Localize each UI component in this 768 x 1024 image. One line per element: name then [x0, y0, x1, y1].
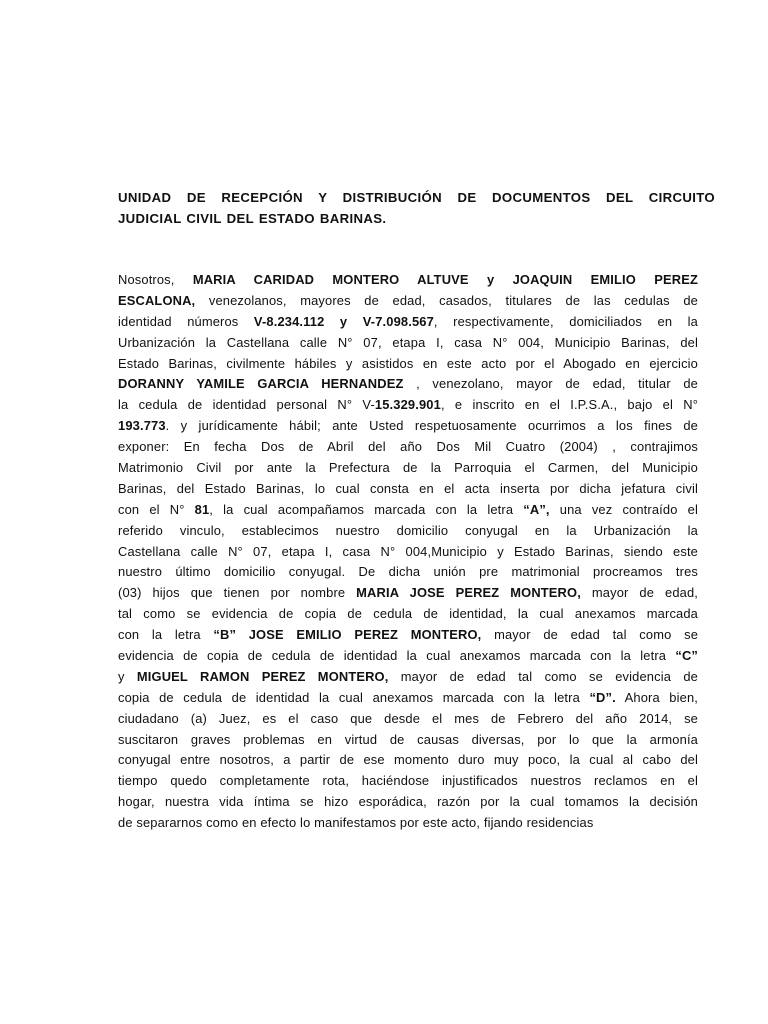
party-name: y JOAQUIN EMILIO PEREZ — [486, 272, 698, 287]
body-line: Castellana calle N° 07, etapa I, casa N° 004,Municipio y Estado Barinas, siendo este — [118, 543, 698, 559]
body-text: , venezolano, mayor de edad, titular de — [403, 376, 698, 392]
exhibit-mark: “A”, — [523, 501, 550, 517]
body-text: copia de cedula de identidad la cual anexamos marcada con la letra — [118, 689, 590, 705]
body-line: nuestro último domicilio conyugal. De dicha unión pre matrimonial procreamos tres — [118, 564, 698, 580]
body-line: Matrimonio Civil por ante la Prefectura de la Parroquia el Carmen, del Municipio — [118, 460, 698, 476]
body-line: Urbanización la Castellana calle N° 07, etapa I, casa N° 004, Municipio Barinas, del — [118, 334, 698, 350]
body-line — [118, 416, 698, 437]
body-line — [118, 312, 698, 333]
document-body — [118, 270, 698, 834]
body-line: hogar, nuestra vida íntima se hizo esporádica, razón por la cual tomamos la decisión — [118, 794, 698, 810]
exhibit-mark: “D”. — [589, 689, 616, 705]
act-number: 81 — [194, 501, 210, 517]
body-text: venezolanos, mayores de edad, casados, titulares de las cedulas de — [195, 292, 698, 308]
body-line: conyugal entre nosotros, a partir de ese momento duro muy poco, la cual al cabo del — [118, 752, 698, 768]
lawyer-id: 15.329.901 — [374, 397, 441, 413]
body-line — [118, 583, 698, 604]
exhibit-mark: “C” — [675, 648, 698, 664]
body-line: tal como se evidencia de copia de cedula de identidad, la cual anexamos marcada — [118, 606, 698, 622]
id-numbers: V-8.234.112 y V-7.098.567 — [253, 313, 434, 329]
body-text: identidad números — [118, 313, 254, 329]
body-line — [118, 646, 698, 667]
body-text: mayor de edad tal como se — [481, 627, 699, 643]
document-heading — [118, 186, 715, 228]
body-line: referido vinculo, establecimos nuestro domicilio conyugal en la Urbanización la — [118, 522, 698, 538]
body-text: (03) hijos que tienen por nombre — [118, 585, 357, 601]
body-text — [469, 272, 487, 287]
body-text: evidencia de copia de cedula de identidad la cual anexamos marcada con la letra — [118, 648, 676, 664]
body-line: de separarnos como en efecto lo manifestamos por este acto, fijando residencias — [118, 815, 594, 831]
child-name: MIGUEL RAMON PEREZ MONTERO, — [136, 668, 389, 684]
body-text: una vez contraído el — [549, 501, 698, 517]
body-text: . y jurídicamente hábil; ante Usted respetuosamente ocurrimos a los fines de — [165, 418, 698, 434]
body-text: Ahora bien, — [615, 689, 698, 705]
body-line — [118, 270, 698, 291]
party-name: MARIA CARIDAD MONTERO ALTUVE — [192, 272, 469, 287]
body-line: ciudadano (a) Juez, es el caso que desde el mes de Febrero del año 2014, se — [118, 710, 698, 726]
body-line — [118, 667, 698, 688]
body-line: Barinas, del Estado Barinas, lo cual consta en el acta inserta por dicha jefatura civil — [118, 480, 698, 496]
child-name: MARIA JOSE PEREZ MONTERO, — [356, 585, 581, 601]
body-line: exponer: En fecha Dos de Abril del año Dos Mil Cuatro (2004) , contrajimos — [118, 439, 698, 455]
body-text: con la letra — [118, 627, 214, 643]
body-text: con el N° — [118, 501, 195, 517]
ipsa-number: 193.773 — [118, 418, 166, 434]
body-text: la cedula de identidad personal N° V- — [118, 397, 375, 413]
body-line — [118, 374, 698, 395]
body-line — [118, 395, 698, 416]
heading-line: UNIDAD DE RECEPCIÓN Y DISTRIBUCIÓN DE DOCUMENTOS DEL CIRCUITO — [118, 190, 715, 205]
body-line: Estado Barinas, civilmente hábiles y asistidos en este acto por el Abogado en ejercicio — [118, 355, 698, 371]
heading-line: JUDICIAL CIVIL DEL ESTADO BARINAS. — [118, 210, 387, 226]
body-text: mayor de edad, — [580, 585, 699, 601]
body-text: , la cual acompañamos marcada con la letra — [209, 501, 524, 517]
body-text: Nosotros, — [118, 272, 193, 287]
body-text: , e inscrito en el I.P.S.A., bajo el N° — [440, 397, 698, 413]
body-text: , respectivamente, domiciliados en la — [433, 313, 698, 329]
body-line — [118, 291, 698, 312]
body-text: y — [118, 668, 137, 684]
body-line: suscitaron graves problemas en virtud de causas diversas, por lo que la armonía — [118, 731, 698, 747]
lawyer-name: DORANNY YAMILE GARCIA HERNANDEZ — [118, 376, 404, 392]
body-text: mayor de edad tal como se evidencia de — [388, 668, 698, 684]
body-line: tiempo quedo completamente rota, haciéndose injustificados nuestros reclamos en el — [118, 773, 698, 789]
child-name: “B” JOSE EMILIO PEREZ MONTERO, — [213, 627, 482, 643]
body-line — [118, 625, 698, 646]
body-line — [118, 500, 698, 521]
body-line — [118, 688, 698, 709]
party-name: ESCALONA, — [118, 292, 196, 308]
